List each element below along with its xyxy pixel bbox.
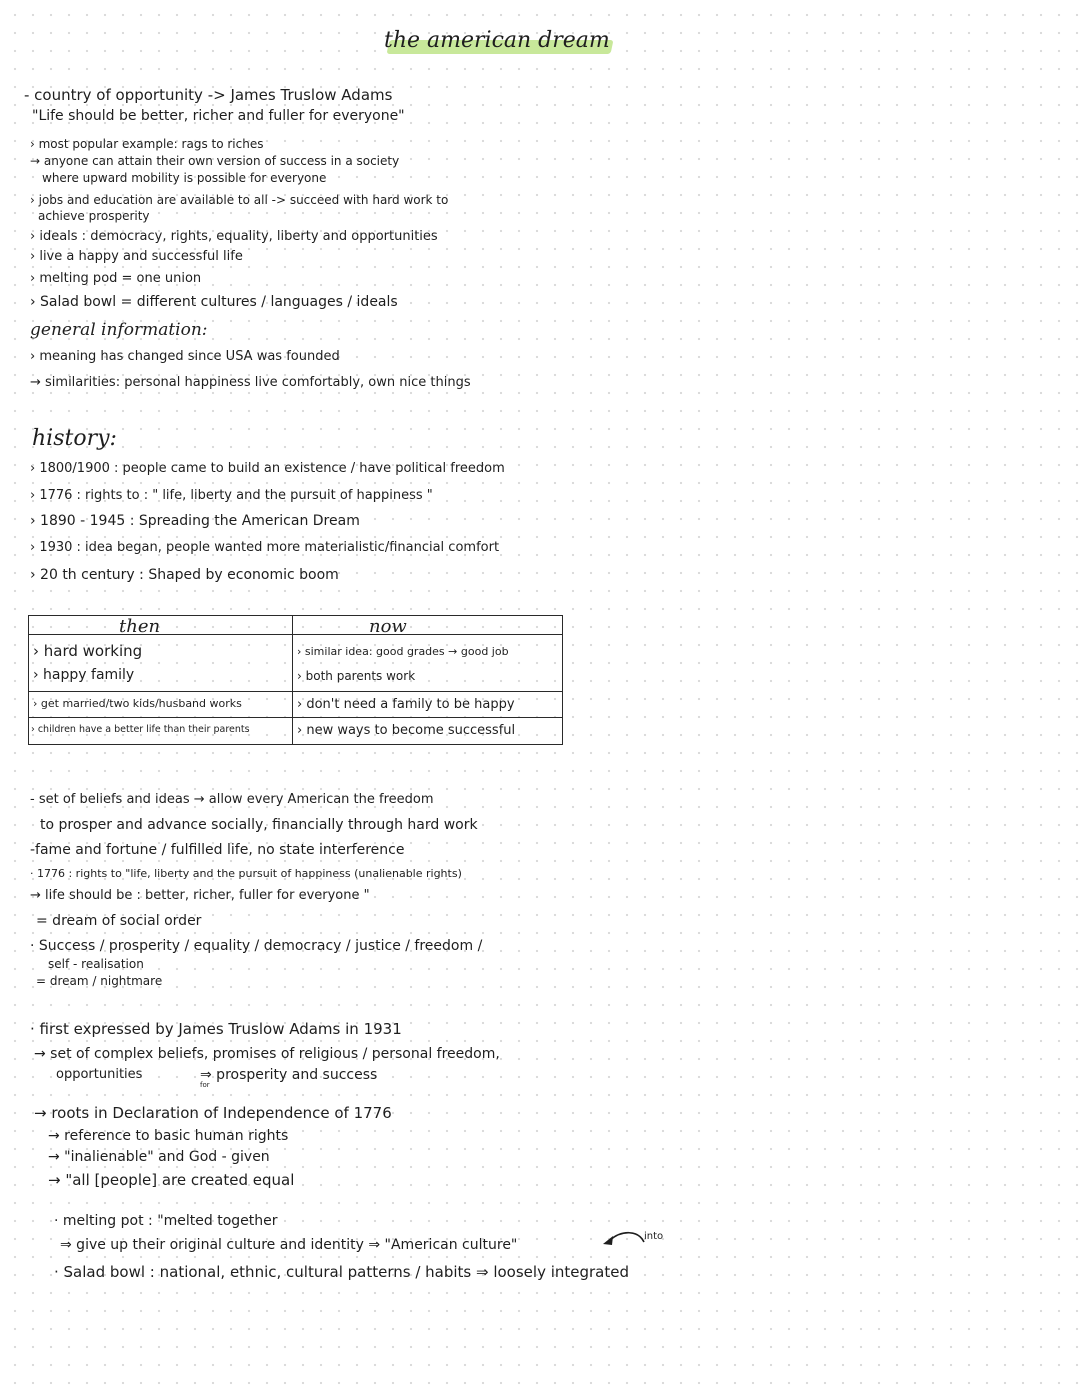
- note-line: › live a happy and successful life: [30, 249, 243, 264]
- note-line: · Success / prosperity / equality / democracy / justice / freedom /: [30, 938, 483, 954]
- table-header-then: then: [119, 616, 161, 637]
- title-text: the american dream: [384, 28, 610, 53]
- note-line: → anyone can attain their own version of success in a society: [30, 154, 400, 168]
- small-note: into: [644, 1231, 664, 1242]
- table-cell: › hard working: [33, 642, 143, 660]
- table-divider: [292, 616, 293, 744]
- note-line: ⇒ prosperity and success: [200, 1067, 378, 1083]
- curved-arrow-icon: [600, 1228, 648, 1254]
- note-line: = dream of social order: [36, 913, 202, 929]
- history-line: › 1930 : idea began, people wanted more materialistic/financial comfort: [30, 540, 500, 555]
- note-line: · 1776 : rights to "life, liberty and the pursuit of happiness (unalienable rights): [30, 867, 462, 880]
- note-line: → life should be : better, richer, fuller for everyone ": [30, 888, 370, 903]
- history-heading: history:: [32, 426, 117, 451]
- note-line: -fame and fortune / fulfilled life, no state interference: [30, 842, 405, 858]
- note-line: ⇒ give up their original culture and identity ⇒ "American culture": [60, 1237, 518, 1253]
- small-note: for: [200, 1081, 210, 1089]
- table-cell: › both parents work: [297, 669, 416, 683]
- note-line: › jobs and education are available to all -> succeed with hard work to: [30, 193, 449, 207]
- history-line: › 1800/1900 : people came to build an existence / have political freedom: [30, 461, 505, 476]
- table-cell: › don't need a family to be happy: [297, 697, 515, 712]
- note-line: = dream / nightmare: [36, 974, 163, 988]
- table-cell: › get married/two kids/husband works: [33, 697, 242, 710]
- table-rule: [29, 691, 562, 692]
- table-cell: › children have a better life than their parents: [31, 724, 250, 735]
- note-line: - country of opportunity -> James Truslow Adams: [24, 86, 393, 104]
- note-line: achieve prosperity: [38, 209, 150, 223]
- note-line: › most popular example: rags to riches: [30, 137, 264, 151]
- note-line: self - realisation: [48, 957, 144, 971]
- note-line: → "inalienable" and God - given: [48, 1149, 270, 1165]
- note-line: to prosper and advance socially, financially through hard work: [40, 817, 478, 833]
- table-cell: › happy family: [33, 667, 135, 683]
- note-line: → similarities: personal happiness live comfortably, own nice things: [30, 375, 471, 390]
- table-header-now: now: [369, 616, 407, 637]
- table-cell: › new ways to become successful: [297, 723, 516, 738]
- table-cell: › similar idea: good grades → good job: [297, 645, 509, 658]
- note-line: where upward mobility is possible for everyone: [42, 171, 327, 185]
- note-line: › Salad bowl = different cultures / languages / ideals: [30, 294, 398, 310]
- history-line: › 20 th century : Shaped by economic boom: [30, 567, 339, 583]
- note-line: · first expressed by James Truslow Adams in 1931: [30, 1020, 402, 1038]
- then-now-table: [28, 615, 563, 745]
- note-line: → "all [people] are created equal: [48, 1171, 295, 1189]
- note-line: opportunities: [56, 1067, 143, 1082]
- history-line: › 1776 : rights to : " life, liberty and the pursuit of happiness ": [30, 488, 433, 503]
- quote-line: "Life should be better, richer and fuller for everyone": [32, 108, 405, 124]
- note-line: - set of beliefs and ideas → allow every American the freedom: [30, 792, 434, 807]
- note-line: → roots in Declaration of Independence of 1776: [34, 1104, 392, 1122]
- note-line: · melting pot : "melted together: [54, 1213, 278, 1229]
- page-title: [384, 28, 610, 62]
- table-rule: [29, 634, 562, 635]
- history-line: › 1890 - 1945 : Spreading the American Dream: [30, 513, 360, 529]
- table-rule: [29, 717, 562, 718]
- note-line: · Salad bowl : national, ethnic, cultural patterns / habits ⇒ loosely integrated: [54, 1263, 630, 1281]
- note-line: → reference to basic human rights: [48, 1128, 289, 1144]
- general-information-heading: general information:: [30, 320, 208, 340]
- note-line: › melting pod = one union: [30, 271, 202, 286]
- note-line: › meaning has changed since USA was founded: [30, 349, 340, 364]
- note-line: › ideals : democracy, rights, equality, liberty and opportunities: [30, 229, 438, 244]
- note-line: → set of complex beliefs, promises of religious / personal freedom,: [34, 1046, 500, 1062]
